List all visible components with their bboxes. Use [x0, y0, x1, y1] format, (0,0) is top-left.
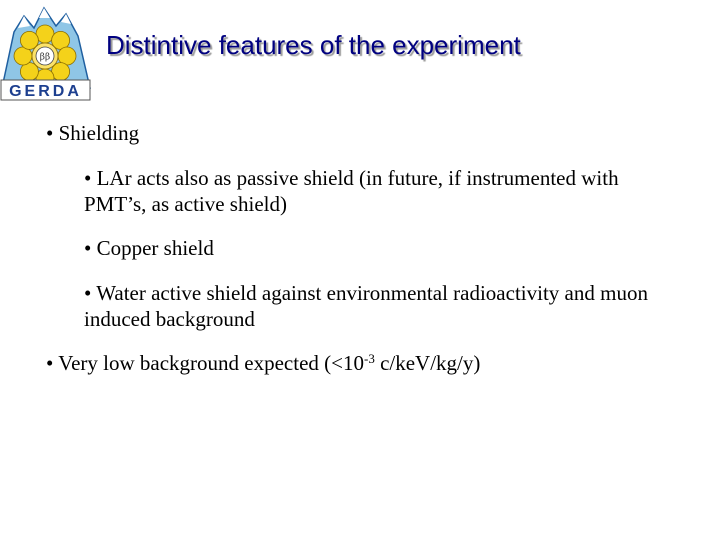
- bullet-background: • Very low background expected ($<10^{-3}$ c/keV/kg/y): [46, 351, 481, 375]
- gerda-logo: [0, 2, 92, 102]
- bullet-shielding: • Shielding: [46, 121, 140, 145]
- logo-text: GERDA: [9, 83, 82, 100]
- logo-inner-text: ββ: [39, 52, 51, 63]
- bullet-text: LAr acts also as passive shield (in future, if instrumented with PMT’s, as active shield): [84, 166, 619, 216]
- sub-bullet-lar: • LAr acts also as passive shield (in future, if instrumented with PMT’s, as active shield): [84, 166, 619, 216]
- exponent: -3: [363, 351, 375, 366]
- slide-title: Distintive features of the experiment: [106, 30, 521, 60]
- bullet-text-before: Very low background expected (<10: [58, 351, 364, 375]
- bullet-text: Water active shield against environmental radioactivity and muon induced background: [84, 281, 648, 331]
- sub-bullet-copper: • Copper shield: [84, 236, 214, 260]
- bullet-text: Shielding: [58, 121, 140, 145]
- bullet-text: Copper shield: [96, 236, 214, 260]
- sub-bullet-water: • Water active shield against environmental radioactivity and muon induced background: [84, 281, 648, 331]
- bullet-text-after: c/keV/kg/y): [374, 351, 481, 375]
